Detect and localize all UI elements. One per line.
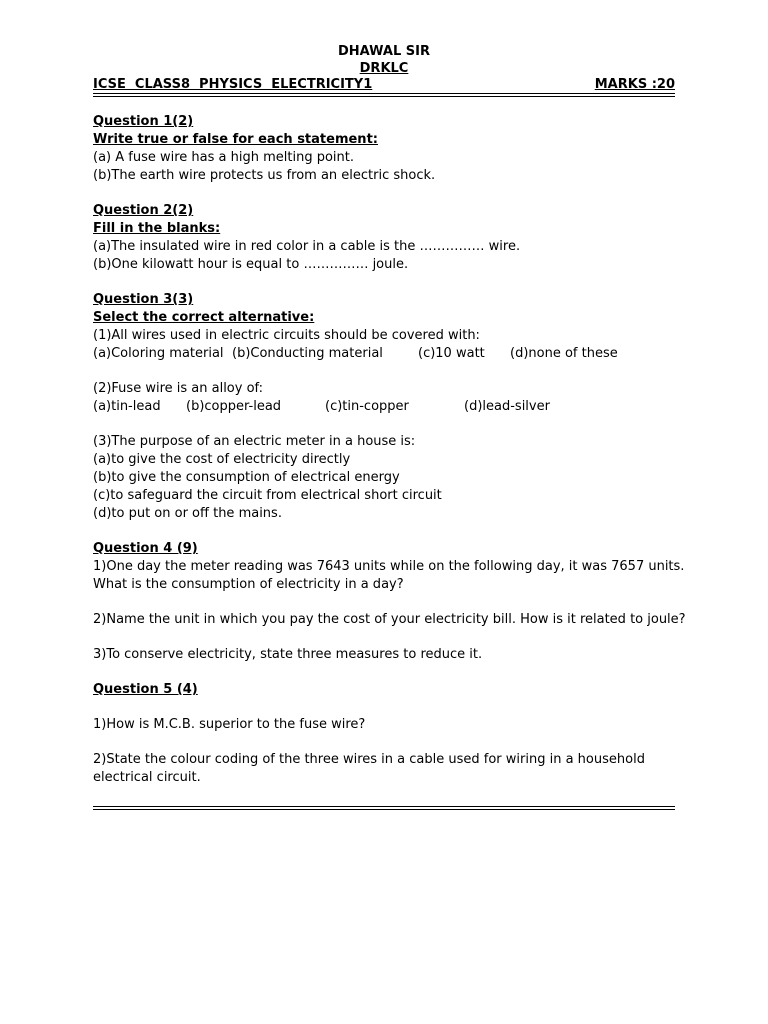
option-b: (b)Conducting material [232,346,383,361]
option-a: (a)Coloring material [93,346,224,361]
q1-instruction: Write true or false for each statement: [93,132,378,147]
marks-label: MARKS :20 [594,77,675,92]
q2-item-b: (b)One kilowatt hour is equal to …………… joule. [93,257,409,272]
q2-title: Question 2(2) [93,203,194,218]
q1-item-a: (a) A fuse wire has a high melting point. [93,150,354,165]
footer-divider [93,806,675,810]
q4-title: Question 4 (9) [93,541,198,556]
q3-part2-options [93,398,675,416]
option-d: (d)none of these [510,346,618,361]
q3-part3-option-b: (b)to give the consumption of electrical energy [93,470,400,485]
q3-part2-stem: (2)Fuse wire is an alloy of: [93,381,264,396]
q5-item-2: 2)State the colour coding of the three wires in a cable used for wiring in a household [93,752,645,767]
option-a: (a)tin-lead [93,399,161,414]
q3-part3-option-a: (a)to give the cost of electricity directly [93,452,351,467]
school-name: DRKLC [359,61,409,76]
q3-part3-stem: (3)The purpose of an electric meter in a house is: [93,434,416,449]
q1-item-b: (b)The earth wire protects us from an electric shock. [93,168,436,183]
q5-item-1: 1)How is M.C.B. superior to the fuse wire? [93,717,366,732]
q4-item-2: 2)Name the unit in which you pay the cost of your electricity bill. How is it related to joule? [93,612,686,627]
q1-title: Question 1(2) [93,114,194,129]
teacher-name: DHAWAL SIR [338,44,430,59]
header-row [93,77,675,93]
q3-part3-option-d: (d)to put on or off the mains. [93,506,282,521]
q4-item-3: 3)To conserve electricity, state three measures to reduce it. [93,647,483,662]
q4-item-1: 1)One day the meter reading was 7643 units while on the following day, it was 7657 units. [93,559,685,574]
course-title: ICSE CLASS8 PHYSICS ELECTRICITY1 [93,77,373,92]
option-c: (c)10 watt [418,346,485,361]
worksheet-content [93,43,686,810]
q5-title: Question 5 (4) [93,682,198,697]
q5-item-2-cont: electrical circuit. [93,770,201,785]
q3-instruction: Select the correct alternative: [93,310,315,325]
option-d: (d)lead-silver [464,399,550,414]
option-b: (b)copper-lead [186,399,282,414]
q3-part1-options [93,345,675,363]
q3-part3-option-c: (c)to safeguard the circuit from electrical short circuit [93,488,442,503]
q4-item-1-cont: What is the consumption of electricity in a day? [93,577,404,592]
q3-part1-stem: (1)All wires used in electric circuits should be covered with: [93,328,480,343]
q2-instruction: Fill in the blanks: [93,221,221,236]
option-c: (c)tin-copper [325,399,409,414]
q3-title: Question 3(3) [93,292,194,307]
q2-item-a: (a)The insulated wire in red color in a cable is the …………… wire. [93,239,521,254]
